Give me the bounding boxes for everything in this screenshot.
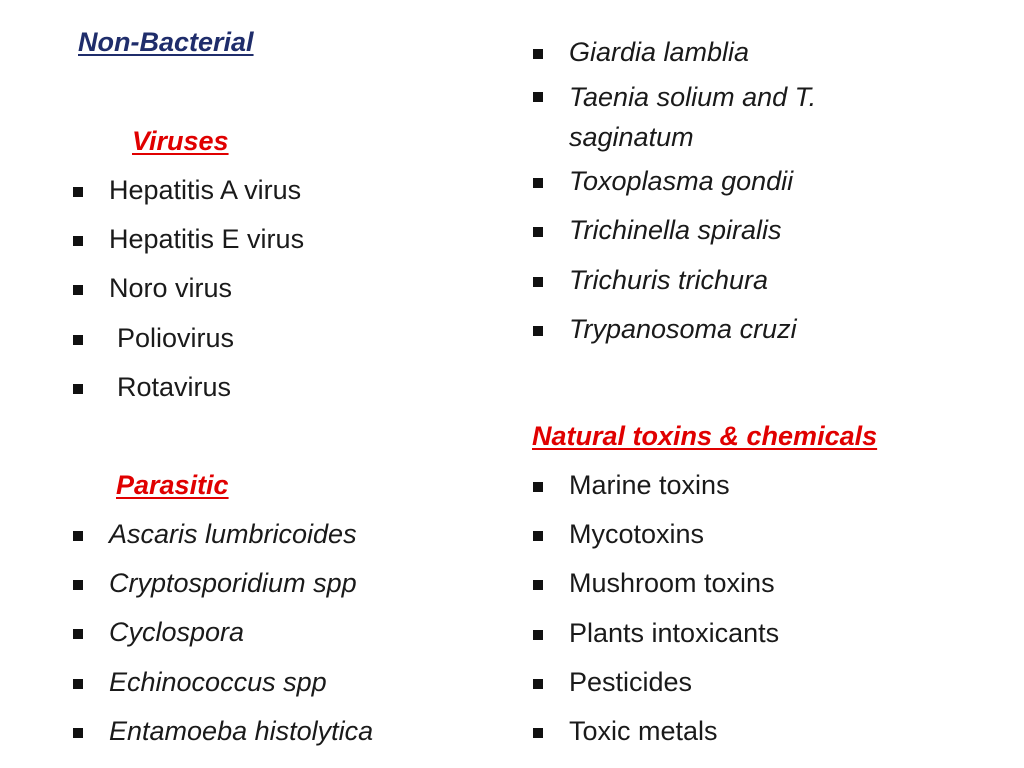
non-bacterial-heading: Non-Bacterial xyxy=(78,27,254,57)
square-bullet-icon xyxy=(533,92,543,102)
square-bullet-icon xyxy=(73,384,83,394)
square-bullet-icon xyxy=(533,580,543,590)
list-item-text: Mycotoxins xyxy=(569,519,705,550)
list-item-text: Toxoplasma gondii xyxy=(569,166,794,197)
square-bullet-icon xyxy=(533,482,543,492)
square-bullet-icon xyxy=(73,236,83,246)
square-bullet-icon xyxy=(73,187,83,197)
list-item-text: Ascaris lumbricoides xyxy=(109,519,357,549)
list-item-text: Taenia solium and T. saginatum xyxy=(569,82,817,153)
parasitic-heading: Parasitic xyxy=(116,470,229,500)
natural-toxins-heading: Natural toxins & chemicals xyxy=(532,421,878,451)
list-item-text: Cryptosporidium spp xyxy=(109,568,357,599)
list-item-text: Poliovirus xyxy=(117,322,235,353)
list-item-text: Marine toxins xyxy=(569,470,730,500)
list-item-text: Hepatitis A virus xyxy=(109,175,302,205)
list-item-text: Trichinella spiralis xyxy=(569,215,782,246)
list-item-text: Cyclospora xyxy=(109,617,245,648)
list-item-text: Hepatitis E virus xyxy=(109,224,305,255)
square-bullet-icon xyxy=(73,580,83,590)
square-bullet-icon xyxy=(533,178,543,188)
list-item-text: Rotavirus xyxy=(117,371,232,402)
list-item-text: Toxic metals xyxy=(569,715,718,746)
list-item-text: Noro virus xyxy=(109,273,233,304)
square-bullet-icon xyxy=(533,630,543,640)
square-bullet-icon xyxy=(533,227,543,237)
list-item-text: Giardia lamblia xyxy=(569,37,750,67)
list-item-text: Entamoeba histolytica xyxy=(109,715,374,746)
square-bullet-icon xyxy=(533,326,543,336)
square-bullet-icon xyxy=(533,49,543,59)
list-item-text: Trypanosoma cruzi xyxy=(569,313,797,344)
square-bullet-icon xyxy=(533,531,543,541)
square-bullet-icon xyxy=(533,728,543,738)
list-item-text: Plants intoxicants xyxy=(569,617,780,648)
square-bullet-icon xyxy=(533,277,543,287)
list-item-text: Mushroom toxins xyxy=(569,568,775,599)
square-bullet-icon xyxy=(533,679,543,689)
list-item-text: Echinococcus spp xyxy=(109,666,327,697)
viruses-heading: Viruses xyxy=(132,126,229,156)
square-bullet-icon xyxy=(73,531,83,541)
list-item-text: Trichuris trichura xyxy=(569,264,769,295)
square-bullet-icon xyxy=(73,679,83,689)
square-bullet-icon xyxy=(73,285,83,295)
square-bullet-icon xyxy=(73,728,83,738)
list-item-text: Pesticides xyxy=(569,666,693,697)
square-bullet-icon xyxy=(73,629,83,639)
square-bullet-icon xyxy=(73,335,83,345)
